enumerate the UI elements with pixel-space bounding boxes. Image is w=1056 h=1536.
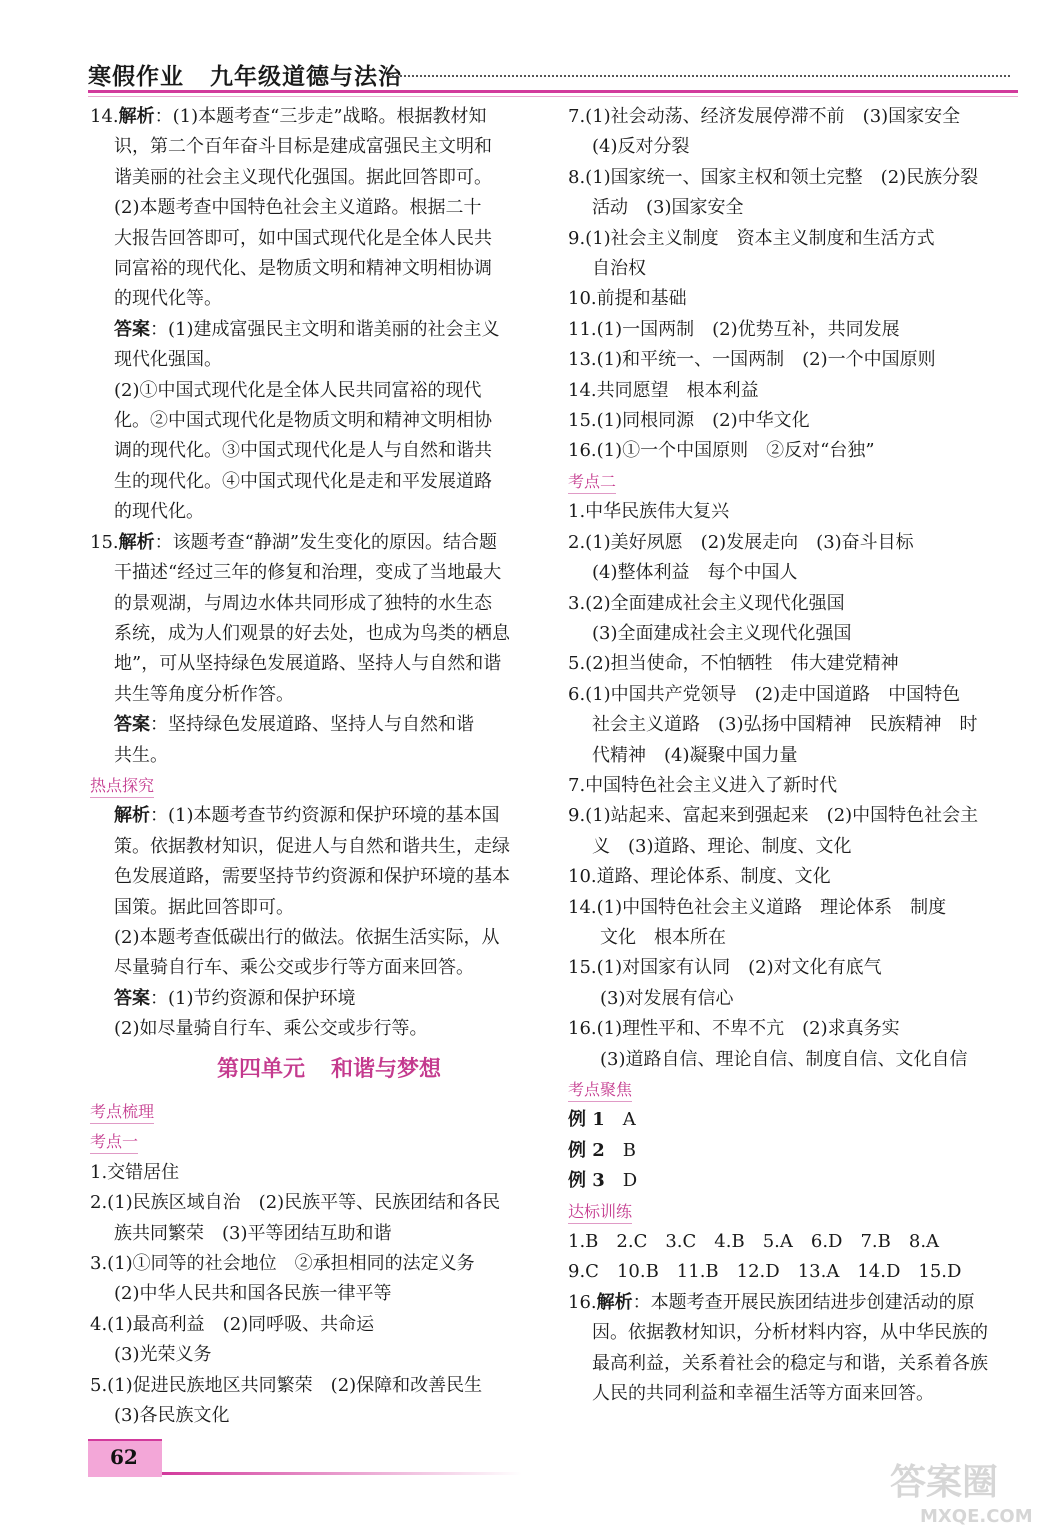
hot-analysis-line: 解析：(1)本题考查节约资源和保护环境的基本国 <box>114 805 500 827</box>
page-header <box>88 56 1018 100</box>
section-heading-hot: 热点探究 <box>90 771 538 801</box>
header-rule <box>88 90 1018 93</box>
kp2-line: (3)全面建成社会主义现代化强国 <box>592 622 852 644</box>
q14-analysis-line: 同富裕的现代化、是物质文明和精神文明相协调 <box>114 258 492 280</box>
hot-answer-line: (2)如尽量骑自行车、乘公交或步行等。 <box>114 1018 428 1040</box>
train-line: 1.B 2.C 3.C 4.B 5.A 6.D 7.B 8.A <box>568 1231 940 1253</box>
kp2-line: 15.(1)对国家有认同 (2)对文化有底气 <box>568 957 882 979</box>
answer-line: 16.(1)①一个中国原则 ②反对“台独” <box>568 440 875 462</box>
example-answer: 例 2 B <box>568 1139 637 1161</box>
answer-line: 自治权 <box>592 258 646 280</box>
kp2-line: 文化 根本所在 <box>600 926 726 948</box>
q16-analysis-line: 16.解析：本题考查开展民族团结进步创建活动的原 <box>568 1291 975 1313</box>
kp2-line: 义 (3)道路、理论、制度、文化 <box>592 835 852 857</box>
q15-analysis-line: 系统，成为人们观景的好去处，也成为鸟类的栖息 <box>114 622 510 644</box>
kp2-line: (4)整体利益 每个中国人 <box>592 562 798 584</box>
kp1-line: 1.交错居住 <box>90 1161 180 1183</box>
kp2-line: 10.道路、理论体系、制度、文化 <box>568 866 831 888</box>
example-answer: 例 1 A <box>568 1109 636 1131</box>
answer-line: 9.(1)社会主义制度 资本主义制度和生活方式 <box>568 227 935 249</box>
kp1-line: 4.(1)最高利益 (2)同呼吸、共命运 <box>90 1313 375 1335</box>
kp2-line: 14.(1)中国特色社会主义道路 理论体系 制度 <box>568 896 947 918</box>
header-title <box>88 58 402 91</box>
page-number-box <box>88 1439 162 1477</box>
kp1-line: 5.(1)促进民族地区共同繁荣 (2)保障和改善民生 <box>90 1374 483 1396</box>
watermark-logo <box>880 1450 1040 1530</box>
q14-answer-line: 化。②中国式现代化是物质文明和精神文明相协 <box>114 410 492 432</box>
right-column <box>568 102 1016 1409</box>
hot-answer-line: 答案：(1)节约资源和保护环境 <box>114 987 356 1009</box>
section-heading-focus: 考点聚焦 <box>568 1075 1016 1105</box>
kp2-line: 代精神 (4)凝聚中国力量 <box>592 744 798 766</box>
q14-answer-line: 的现代化。 <box>114 501 204 523</box>
q14-analysis-line: 识，第二个百年奋斗目标是建成富强民主文明和 <box>114 136 492 158</box>
hot-analysis-line: 色发展道路，需要坚持节约资源和保护环境的基本 <box>114 866 510 888</box>
q14-analysis-line: 大报告回答即可，如中国式现代化是全体人民共 <box>114 227 492 249</box>
header-subject: 九年级道德与法治 <box>210 64 402 90</box>
header-brand: 寒假作业 <box>88 64 184 90</box>
q14-answer-line: 调的现代化。③中国式现代化是人与自然和谐共 <box>114 440 492 462</box>
kp2-line: (3)道路自信、理论自信、制度自信、文化自信 <box>600 1048 968 1070</box>
kp2-line: 2.(1)美好夙愿 (2)发展走向 (3)奋斗目标 <box>568 531 914 553</box>
q15-answer-line: 答案：坚持绿色发展道路、坚持人与自然和谐 <box>114 714 474 736</box>
hot-analysis-line: 尽量骑自行车、乘公交或步行等方面来回答。 <box>114 957 474 979</box>
section-heading-kp2: 考点二 <box>568 467 1016 497</box>
q14-analysis-line: (2)本题考查中国特色社会主义道路。根据二十 <box>114 197 482 219</box>
q14-answer-line: 现代化强国。 <box>114 349 222 371</box>
q16-analysis-line: 最高利益，关系着社会的稳定与和谐，关系着各族 <box>592 1352 988 1374</box>
answer-line: 7.(1)社会动荡、经济发展停滞不前 (3)国家安全 <box>568 106 961 127</box>
q15-answer-line: 共生。 <box>114 744 168 766</box>
q16-analysis-line: 人民的共同利益和幸福生活等方面来回答。 <box>592 1383 934 1405</box>
hot-analysis-line: 国策。据此回答即可。 <box>114 896 294 918</box>
kp1-line: 族共同繁荣 (3)平等团结互助和谐 <box>114 1222 392 1244</box>
watermark-url: MXQE.COM <box>920 1506 1033 1527</box>
example-answer: 例 3 D <box>568 1170 638 1192</box>
q14-analysis-line: 14.解析：(1)本题考查“三步走”战略。根据教材知 <box>90 106 487 127</box>
answer-line: 11.(1)一国两制 (2)优势互补，共同发展 <box>568 318 900 340</box>
section-heading-sort: 考点梳理 <box>90 1097 538 1127</box>
answer-line: 10.前提和基础 <box>568 288 687 310</box>
answer-line: 活动 (3)国家安全 <box>592 197 744 219</box>
page-number: 62 <box>110 1445 138 1469</box>
q15-analysis-line: 的景观湖，与周边水体共同形成了独特的水生态 <box>114 592 492 614</box>
kp2-line: 5.(2)担当使命，不怕牺牲 伟大建党精神 <box>568 653 899 675</box>
kp2-line: (3)对发展有信心 <box>600 987 734 1009</box>
kp2-line: 6.(1)中国共产党领导 (2)走中国道路 中国特色 <box>568 683 961 705</box>
q14-answer-line: 答案：(1)建成富强民主文明和谐美丽的社会主义 <box>114 318 500 340</box>
section-heading-kp1: 考点一 <box>90 1127 538 1157</box>
kp1-line: 2.(1)民族区域自治 (2)民族平等、民族团结和各民 <box>90 1192 501 1214</box>
left-column <box>90 102 538 1431</box>
kp1-line: (3)各民族文化 <box>114 1405 230 1427</box>
answer-line: (4)反对分裂 <box>592 136 690 158</box>
answer-line: 8.(1)国家统一、国家主权和领土完整 (2)民族分裂 <box>568 166 979 188</box>
kp2-line: 3.(2)全面建成社会主义现代化强国 <box>568 592 845 614</box>
hot-analysis-line: (2)本题考查低碳出行的做法。依据生活实际，从 <box>114 926 500 948</box>
q15-analysis-line: 共生等角度分析作答。 <box>114 683 294 705</box>
hot-analysis-line: 策。依据教材知识，促进人与自然和谐共生，走绿 <box>114 835 510 857</box>
kp1-line: (2)中华人民共和国各民族一律平等 <box>114 1283 392 1305</box>
kp2-line: 7.中国特色社会主义进入了新时代 <box>568 774 838 796</box>
header-rule-thin <box>88 96 1018 97</box>
answer-line: 15.(1)同根同源 (2)中华文化 <box>568 410 810 432</box>
section-heading-train: 达标训练 <box>568 1197 1016 1227</box>
kp1-line: 3.(1)①同等的社会地位 ②承担相同的法定义务 <box>90 1253 475 1275</box>
q15-analysis-line: 干描述“经过三年的修复和治理，变成了当地最大 <box>114 562 502 584</box>
q15-analysis-line: 地”，可从坚持绿色发展道路、坚持人与自然和谐 <box>114 653 502 675</box>
q14-answer-line: 生的现代化。④中国式现代化是走和平发展道路 <box>114 470 492 492</box>
header-dotted-line <box>388 75 1010 77</box>
q16-analysis-line: 因。依据教材知识，分析材料内容，从中华民族的 <box>592 1322 988 1344</box>
q14-answer-line: (2)①中国式现代化是全体人民共同富裕的现代 <box>114 379 482 401</box>
kp2-line: 9.(1)站起来、富起来到强起来 (2)中国特色社会主 <box>568 805 979 827</box>
watermark-text: 答案圈 <box>890 1462 999 1503</box>
answer-line: 13.(1)和平统一、一国两制 (2)一个中国原则 <box>568 349 936 371</box>
q15-analysis-line: 15.解析：该题考查“静湖”发生变化的原因。结合题 <box>90 531 498 553</box>
kp1-line: (3)光荣义务 <box>114 1344 212 1366</box>
q14-analysis-line: 的现代化等。 <box>114 288 222 310</box>
kp2-line: 1.中华民族伟大复兴 <box>568 501 730 523</box>
answer-line: 14.共同愿望 根本利益 <box>568 379 759 401</box>
kp2-line: 社会主义道路 (3)弘扬中国精神 民族精神 时 <box>592 714 978 736</box>
train-line: 9.C 10.B 11.B 12.D 13.A 14.D 15.D <box>568 1261 962 1283</box>
q14-analysis-line: 谐美丽的社会主义现代化强国。据此回答即可。 <box>114 166 492 188</box>
footer-rule <box>162 1472 522 1475</box>
kp2-line: 16.(1)理性平和、不卑不亢 (2)求真务实 <box>568 1018 900 1040</box>
unit-title: 第四单元 和谐与梦想 <box>216 1056 442 1082</box>
